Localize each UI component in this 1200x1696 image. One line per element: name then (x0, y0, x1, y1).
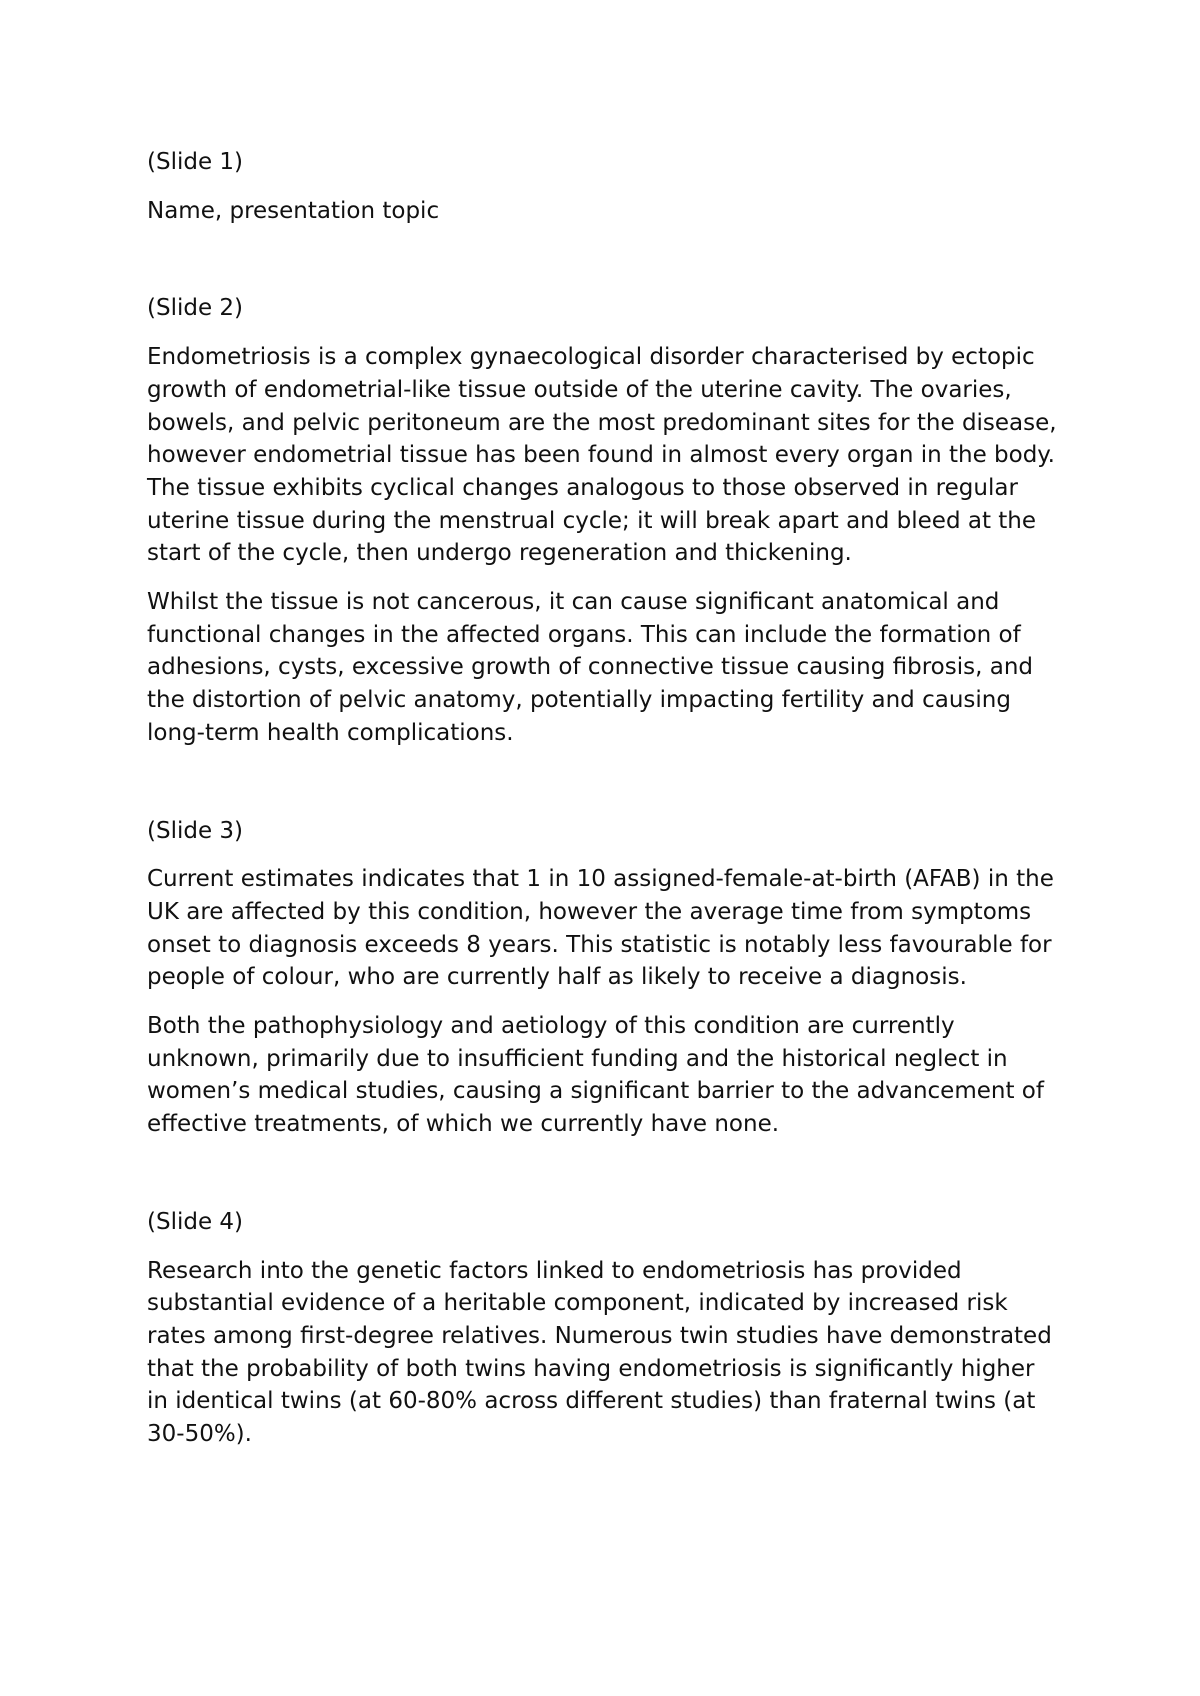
section-spacer (147, 766, 1060, 815)
slide-4-paragraph-1: Research into the genetic factors linked to endometriosis has provided substantial evidence of a heritable component, indicated by increased risk rates among first-degree relatives. Numerous twin studies have demonstrated that the probability of both twins having endometriosis is significantly higher in identical twins (at 60-80% across different studies) than fraternal twins (at 30-50%). (147, 1257, 1052, 1448)
slide-3-label: (Slide 3) (147, 817, 244, 844)
slide-3-paragraph-2: Both the pathophysiology and aetiology of this condition are currently unknown, primarily due to insufficient funding and the historical neglect in women’s medical studies, causing a significant barrier to the advancement of effective treatments, of which we currently have none. (147, 1013, 1044, 1138)
slide-4-label: (Slide 4) (147, 1208, 244, 1235)
slide-1-section (147, 146, 1060, 227)
slide-2-section (147, 292, 1060, 749)
slide-3-paragraph-1: Current estimates indicates that 1 in 10 assigned-female-at-birth (AFAB) in the UK are affected by this condition, however the average time from symptoms onset to diagnosis exceeds 8 years. This statistic is notably less favourable for people of colour, who are currently half as likely to receive a diagnosis. (147, 866, 1054, 991)
section-spacer (147, 1157, 1060, 1206)
section-spacer (147, 243, 1060, 292)
slide-3-section (147, 815, 1060, 1141)
slide-2-paragraph-2: Whilst the tissue is not cancerous, it can cause significant anatomical and functional changes in the affected organs. This can include the formation of adhesions, cysts, excessive growth of connective tissue causing fibrosis, and the distortion of pelvic anatomy, potentially impacting fertility and causing long-term health complications. (147, 589, 1034, 746)
slide-1-paragraph-1: Name, presentation topic (147, 197, 440, 224)
slide-2-label: (Slide 2) (147, 295, 244, 322)
slide-1-label: (Slide 1) (147, 149, 244, 175)
slide-4-section (147, 1206, 1060, 1451)
slide-2-paragraph-1: Endometriosis is a complex gynaecological disorder characterised by ectopic growth of endometrial-like tissue outside of the uterine cavity. The ovaries, bowels, and pelvic peritoneum are the most predominant sites for the disease, however endometrial tissue has been found in almost every organ in the body. The tissue exhibits cyclical changes analogous to those observed in regular uterine tissue during the menstrual cycle; it will break apart and bleed at the start of the cycle, then undergo regeneration and thickening. (147, 344, 1057, 567)
